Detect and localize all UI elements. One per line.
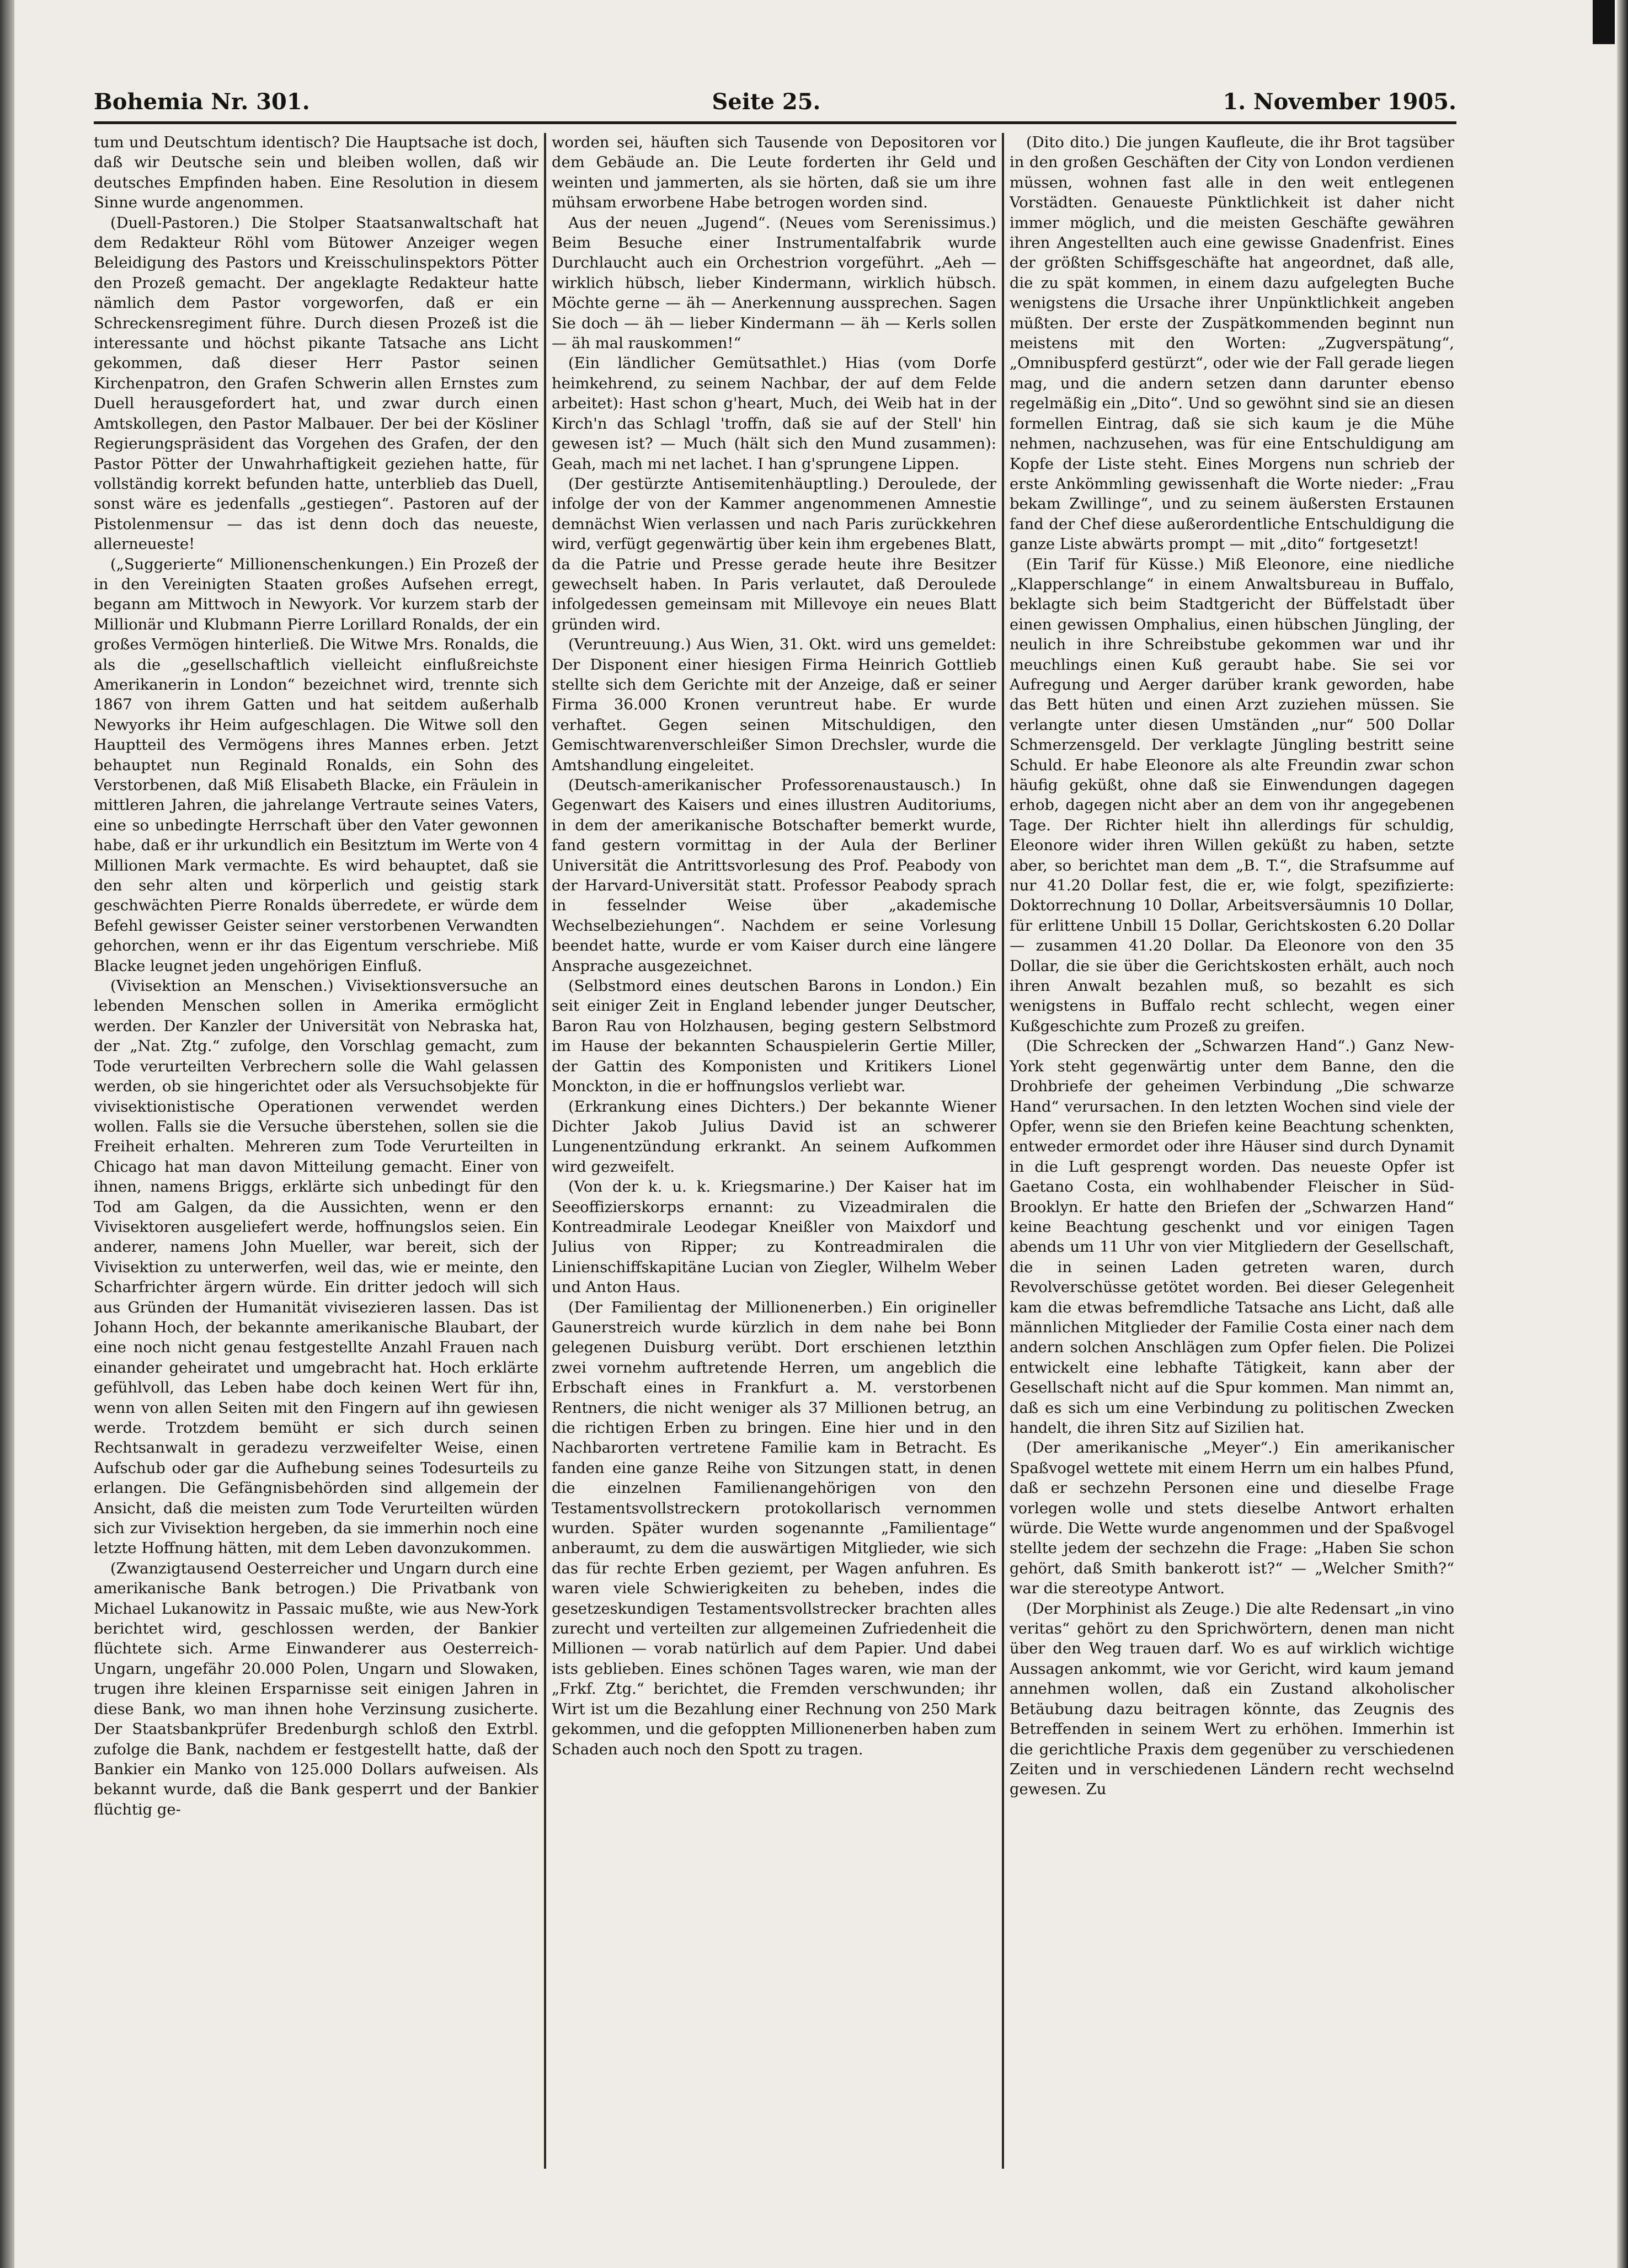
newspaper-issue: Bohemia Nr. 301. bbox=[94, 89, 310, 115]
paragraph: worden sei, häuften sich Tausende von Depositoren vor dem Gebäude an. Die Leute forderten ihr Geld und weinten und jammerten, als sie hörten, daß sie um ihre mühsam erworbene Habe betrogen worden sind. bbox=[552, 134, 996, 212]
column-3 bbox=[1010, 133, 1454, 2169]
text-columns bbox=[94, 133, 1456, 2169]
news-item: (Vivisektion an Menschen.) Vivisektionsversuche an lebenden Menschen sollen in Amerika ermöglicht werden. Der Kanzler der Universität von Nebraska hat, der „Nat. Ztg.“ zufolge, den Vorschlag gemacht, zum Tode verurteilten Verbrechern solle die Wahl gelassen werden, ob sie hingerichtet oder als Versuchsobjekte für vivisektionistische Operationen verwendet werden wollen. Falls sie die Versuche überstehen, sollen sie die Freiheit erhalten. Mehreren zum Tode Verurteilten in Chicago hat man davon Mitteilung gemacht. Einer von ihnen, namens Briggs, erklärte sich unbedingt für den Tod am Galgen, da die Aussichten, wenn er den Vivisektoren ausgeliefert werde, hoffnungslos seien. Ein anderer, namens John Mueller, war bereit, sich der Vivisektion zu unterwerfen, weil das, wie er meinte, den Scharfrichter ärgern würde. Ein dritter jedoch will sich aus Gründen der Humanität vivisezieren lassen. Das ist Johann Hoch, der bekannte amerikanische Blaubart, der eine noch nicht genau festgestellte Anzahl Frauen nach einander geheiratet und umgebracht hat. Hoch erklärte gefühlvoll, das Leben habe doch keinen Wert für ihn, wenn von allen Seiten mit den Fingern auf ihn gewiesen werde. Trotzdem bemüht er sich durch seinen Rechtsanwalt in geradezu verzweifelter Weise, einen Aufschub oder gar die Aufhebung seines Todesurteils zu erlangen. Die Gefängnisbehörden sind allgemein der Ansicht, daß die meisten zum Tode Verurteilten würden sich zur Vivisektion hergeben, da sie immerhin noch eine letzte Hoffnung hätten, mit dem Leben davonzukommen. bbox=[94, 978, 538, 1557]
page-number: Seite 25. bbox=[712, 89, 821, 115]
news-item: (Der Morphinist als Zeuge.) Die alte Redensart „in vino veritas“ gehört zu den Sprichwörtern, denen man nicht über den Weg trauen darf. Wo es auf wirklich wichtige Aussagen ankommt, wie vor Gericht, wird kaum jemand annehmen wollen, daß ein Zustand alkoholischer Betäubung dazu beitragen könnte, das Zeugnis des Betreffenden in seinem Wert zu erhöhen. Immerhin ist die gerichtliche Praxis dem gegenüber zu verschiedenen Zeiten und in verschiedenen Ländern recht wechselnd gewesen. Zu bbox=[1010, 1600, 1454, 1799]
news-item: (Der amerikanische „Meyer“.) Ein amerikanischer Spaßvogel wettete mit einem Herrn um ein halbes Pfund, daß er sechzehn Personen eine und dieselbe Frage vorlegen wolle und stets dieselbe Antwort erhalten würde. Die Wette wurde angenommen und der Spaßvogel stellte jedem der sechzehn die Frage: „Haben Sie schon gehört, daß Smith bankerott ist?“ — „Welcher Smith?“ war die stereotype Antwort. bbox=[1010, 1439, 1454, 1598]
column-2 bbox=[552, 133, 996, 2169]
news-item: (Deutsch-amerikanischer Professorenaustausch.) In Gegenwart des Kaisers und eines illustren Auditoriums, in dem der amerikanische Botschafter bemerkt wurde, fand gestern vormittag in der Aula der Berliner Universität die Antrittsvorlesung des Prof. Peabody von der Harvard-Universität statt. Professor Peabody sprach in fesselnder Weise über „akademische Wechselbeziehungen“. Nachdem er seine Vorlesung beendet hatte, wurde er vom Kaiser durch eine längere Ansprache ausgezeichnet. bbox=[552, 777, 996, 975]
news-item: Aus der neuen „Jugend“. (Neues vom Serenissimus.) Beim Besuche einer Instrumentalfabrik wurde Durchlaucht auch ein Orchestrion vorgeführt. „Aeh — wirklich hübsch, lieber Kindermann, wirklich hübsch. Möchte gerne — äh — Anerkennung aussprechen. Sagen Sie doch — äh — lieber Kindermann — äh — Kerls sollen — äh mal rauskommen!“ bbox=[552, 214, 996, 353]
masthead bbox=[94, 76, 1456, 124]
news-item: (Dito dito.) Die jungen Kaufleute, die ihr Brot tagsüber in den großen Geschäften der City von London verdienen müssen, wohnen fast alle in den weit entlegenen Vorstädten. Genaueste Pünktlichkeit ist daher nicht immer möglich, und die meisten Geschäfte gewähren ihren Angestellten auch eine gewisse Gnadenfrist. Eines der größten Schiffsgeschäfte hat angeordnet, daß alle, die zu spät kommen, in einem dazu aufgelegten Buche wenigstens die Ursache ihrer Unpünktlichkeit angeben müßten. Der erste der Zuspätkommenden beginnt nun meistens mit den Worten: „Zugverspätung“, „Omnibuspferd gestürzt“, oder wie der Fall gerade liegen mag, und die andern setzen dann darunter ebenso regelmäßig ein „Dito“. Und so gewöhnt sind sie an diesen formellen Eintrag, daß sie sich kaum je die Mühe nehmen, nachzusehen, was für eine Entschuldigung am Kopfe der Liste steht. Eines Morgens nun schrieb der erste Ankömmling gewissenhaft die Worte nieder: „Frau bekam Zwillinge“, und zu seinem äußersten Erstaunen fand der Chef diese außerordentliche Entschuldigung die ganze Liste abwärts prompt — mit „dito“ fortgesetzt! bbox=[1010, 134, 1454, 553]
news-item: (Von der k. u. k. Kriegsmarine.) Der Kaiser hat im Seeoffizierskorps ernannt: zu Vizeadmiralen die Kontreadmirale Leodegar Kneißler von Maixdorf und Julius von Ripper; zu Kontreadmiralen die Linienschiffskapitäne Lucian von Ziegler, Wilhelm Weber und Anton Haus. bbox=[552, 1178, 996, 1296]
news-item: (Ein ländlicher Gemütsathlet.) Hias (vom Dorfe heimkehrend, zu seinem Nachbar, der auf dem Felde arbeitet): Hast schon g'heart, Much, dei Weib hat in der Kirch'n das Schlagl 'troffn, daß sie auf der Stell' hin gewesen ist? — Much (hält sich den Mund zusammen): Geah, mach mi net lachet. I han g'sprungene Lippen. bbox=[552, 355, 996, 473]
news-item: (Ein Tarif für Küsse.) Miß Eleonore, eine niedliche „Klapperschlange“ in einem Anwaltsbureau in Buffalo, beklagte sich beim Stadtgericht der Büffelstadt über einen gewissen Omphalius, einen hübschen Jüngling, der neulich in ihre Schreibstube gekommen war und ihr meuchlings einen Kuß geraubt habe. Sie sei vor Aufregung und Aerger darüber krank geworden, habe das Bett hüten und einen Arzt zuziehen müssen. Sie verlangte unter diesen Umständen „nur“ 500 Dollar Schmerzensgeld. Der verklagte Jüngling bestritt seine Schuld. Er habe Eleonore als alte Freundin zwar schon häufig geküßt, ohne daß sie Einwendungen dagegen erhob, dagegen nicht aber an dem von ihr angegebenen Tage. Der Richter hielt ihn allerdings für schuldig, Eleonore wider ihren Willen geküßt zu haben, setzte aber, so berichtet man dem „B. T.“, die Strafsumme auf nur 41.20 Dollar fest, die er, wie folgt, spezifizierte: Doktorrechnung 10 Dollar, Arbeitsversäumnis 10 Dollar, für erlittene Unbill 15 Dollar, Gerichtskosten 6.20 Dollar — zusammen 41.20 Dollar. Da Eleonore von den 35 Dollar, die sie über die Gerichtskosten erhält, auch noch ihren Anwalt bezahlen muß, so bezahlt es sich wenigstens in Buffalo recht schlecht, wegen einer Kußgeschichte zum Prozeß zu greifen. bbox=[1010, 556, 1454, 1035]
news-item: („Suggerierte“ Millionenschenkungen.) Ein Prozeß der in den Vereinigten Staaten großes Aufsehen erregt, begann am Mittwoch in Newyork. Vor kurzem starb der Millionär und Klubmann Pierre Lorillard Ronalds, der ein großes Vermögen hinterließ. Die Witwe Mrs. Ronalds, die als die „gesellschaftlich vielleicht einflußreichste Amerikanerin in London“ bezeichnet wird, trennte sich 1867 von ihrem Gatten und hat seitdem außerhalb Newyorks ihr Heim aufgeschlagen. Die Witwe soll den Hauptteil des Vermögens ihres Mannes erben. Jetzt behauptet nun Reginald Ronalds, ein Sohn des Verstorbenen, daß Miß Elisabeth Blacke, ein Fräulein in mittleren Jahren, die jahrelange Vertraute seines Vaters, eine so unbedingte Herrschaft über den Vater gewonnen habe, daß er ihr urkundlich ein Besitztum im Werte von 4 Millionen Mark vermachte. Es wird behauptet, daß sie den sehr alten und körperlich und geistig stark geschwächten Pierre Ronalds überredete, er würde dem Befehl gewisser Geister seiner verstorbenen Verwandten gehorchen, wenn er ihr das Eigentum verschriebe. Miß Blacke leugnet jeden ungehörigen Einfluß. bbox=[94, 556, 538, 975]
column-1 bbox=[94, 133, 538, 2169]
issue-date: 1. November 1905. bbox=[1223, 89, 1456, 115]
page-edge-shadow bbox=[1617, 0, 1628, 2268]
news-item: (Erkrankung eines Dichters.) Der bekannte Wiener Dichter Jakob Julius David ist an schwerer Lungenentzündung erkrankt. An seinem Aufkommen wird gezweifelt. bbox=[552, 1098, 996, 1176]
binding-edge bbox=[0, 0, 14, 2268]
scan-mark bbox=[1593, 0, 1615, 44]
news-item: (Die Schrecken der „Schwarzen Hand“.) Ganz New-York steht gegenwärtig unter dem Banne, den die Drohbriefe der geheimen Verbindung „Die schwarze Hand“ verursachen. In den letzten Wochen sind viele der Opfer, wenn sie den Briefen keine Beachtung schenkten, entweder ermordet oder ihre Häuser sind durch Dynamit in die Luft gesprengt worden. Das neueste Opfer ist Gaetano Costa, ein wohlhabender Fleischer in Süd-Brooklyn. Er hatte den Briefen der „Schwarzen Hand“ keine Beachtung geschenkt und vor einigen Tagen abends um 11 Uhr von vier Mitgliedern der Gesellschaft, die in seinen Laden getreten waren, durch Revolverschüsse getötet worden. Bei dieser Gelegenheit kam die etwas befremdliche Tatsache ans Licht, daß alle männlichen Mitglieder der Familie Costa einer nach dem andern solchen Anschlägen zum Opfer fielen. Die Polizei entwickelt eine lebhafte Tätigkeit, kann aber der Gesellschaft nicht auf die Spur kommen. Man nimmt an, daß es sich um eine Verbindung zu politischen Zwecken handelt, die ihren Sitz auf Sizilien hat. bbox=[1010, 1038, 1454, 1437]
paragraph: tum und Deutschtum identisch? Die Hauptsache ist doch, daß wir Deutsche sein und bleiben wollen, daß wir deutsches Empfinden haben. Eine Resolution in diesem Sinne wurde angenommen. bbox=[94, 134, 538, 212]
column-rule bbox=[544, 133, 546, 2169]
news-item: (Veruntreuung.) Aus Wien, 31. Okt. wird uns gemeldet: Der Disponent einer hiesigen Firma Heinrich Gottlieb stellte sich dem Gerichte mit der Anzeige, daß er seiner Firma 36.000 Kronen veruntreut habe. Er wurde verhaftet. Gegen seinen Mitschuldigen, den Gemischtwarenverschleißer Simon Drechsler, wurde die Amtshandlung eingeleitet. bbox=[552, 636, 996, 774]
news-item: (Der Familientag der Millionenerben.) Ein origineller Gaunerstreich wurde kürzlich in dem nahe bei Bonn gelegenen Duisburg verübt. Dort erschienen letzthin zwei vornehm auftretende Herren, um angeblich die Erbschaft eines in Frankfurt a. M. verstorbenen Rentners, die nicht weniger als 37 Millionen betrug, an die richtigen Erben zu bringen. Eine hier und in den Nachbarorten vertretene Familie kam in Betracht. Es fanden eine ganze Reihe von Sitzungen statt, in denen die einzelnen Familienangehörigen von den Testamentsvollstreckern protokollarisch vernommen wurden. Später wurden sogenannte „Familientage“ anberaumt, zu dem die auswärtigen Mitglieder, wie sich das für rechte Erben geziemt, per Wagen anfuhren. Es waren viele Schwierigkeiten zu beheben, indes die gesetzeskundigen Testamentsvollstrecker brachten alles zurecht und verteilten zur allgemeinen Zufriedenheit die Millionen — vorab natürlich auf dem Papier. Und dabei ists geblieben. Eines schönen Tages waren, wie man der „Frkf. Ztg.“ berichtet, die Fremden verschwunden; ihr Wirt ist um die Bezahlung einer Rechnung von 250 Mark gekommen, und die gefoppten Millionenerben haben zum Schaden auch noch den Spott zu tragen. bbox=[552, 1299, 996, 1758]
news-item: (Duell-Pastoren.) Die Stolper Staatsanwaltschaft hat dem Redakteur Röhl vom Bütower Anzeiger wegen Beleidigung des Pastors und Kreisschulinspektors Pötter den Prozeß gemacht. Der angeklagte Redakteur hatte nämlich dem Pastor vorgeworfen, daß er ein Schreckensregiment führe. Durch diesen Prozeß ist die interessante und höchst pikante Tatsache ans Licht gekommen, daß dieser Herr Pastor seinen Kirchenpatron, den Grafen Schwerin allen Ernstes zum Duell herausgefordert hat, und zwar durch einen Amtskollegen, den Pastor Malbauer. Der bei der Kösliner Regierungspräsident das Vorgehen des Grafen, der den Pastor Pötter der Unwahrhaftigkeit geziehen hatte, für vollständig korrekt befunden hatte, unterblieb das Duell, sonst wäre es jedenfalls „gestiegen“. Pastoren auf der Pistolenmensur — das ist denn doch das neueste, allerneueste! bbox=[94, 214, 538, 553]
column-rule bbox=[1002, 133, 1004, 2169]
news-item: (Zwanzigtausend Oesterreicher und Ungarn durch eine amerikanische Bank betrogen.) Die Privatbank von Michael Lukanowitz in Passaic mußte, wie aus New-York berichtet wird, geschlossen werden, der Bankier flüchtete sich. Arme Einwanderer aus Oesterreich-Ungarn, ungefähr 20.000 Polen, Ungarn und Slowaken, trugen ihre kleinen Ersparnisse seit einigen Jahren in diese Bank, wo man ihnen hohe Verzinsung zusicherte. Der Staatsbankprüfer Bredenburgh schloß den Extrbl. zufolge die Bank, nachdem er festgestellt hatte, daß der Bankier ein Manko von 125.000 Dollars aufweisen. Als bekannt wurde, daß die Bank gesperrt und der Bankier flüchtig ge- bbox=[94, 1560, 538, 1818]
news-item: (Selbstmord eines deutschen Barons in London.) Ein seit einiger Zeit in England lebender junger Deutscher, Baron Rau von Holzhausen, beging gestern Selbstmord im Hause der bekannten Schauspielerin Gertie Miller, der Gattin des Komponisten und Kritikers Lionel Monckton, in die er hoffnungslos verliebt war. bbox=[552, 978, 996, 1096]
news-item: (Der gestürzte Antisemitenhäuptling.) Deroulede, der infolge der von der Kammer angenommenen Amnestie demnächst Wien verlassen und nach Paris zurückkehren wird, verfügt gegenwärtig über kein ihm ergebenes Blatt, da die Patrie und Presse gerade heute ihre Besitzer gewechselt haben. In Paris verlautet, daß Deroulede infolgedessen gemeinsam mit Millevoye ein neues Blatt gründen wird. bbox=[552, 475, 996, 633]
